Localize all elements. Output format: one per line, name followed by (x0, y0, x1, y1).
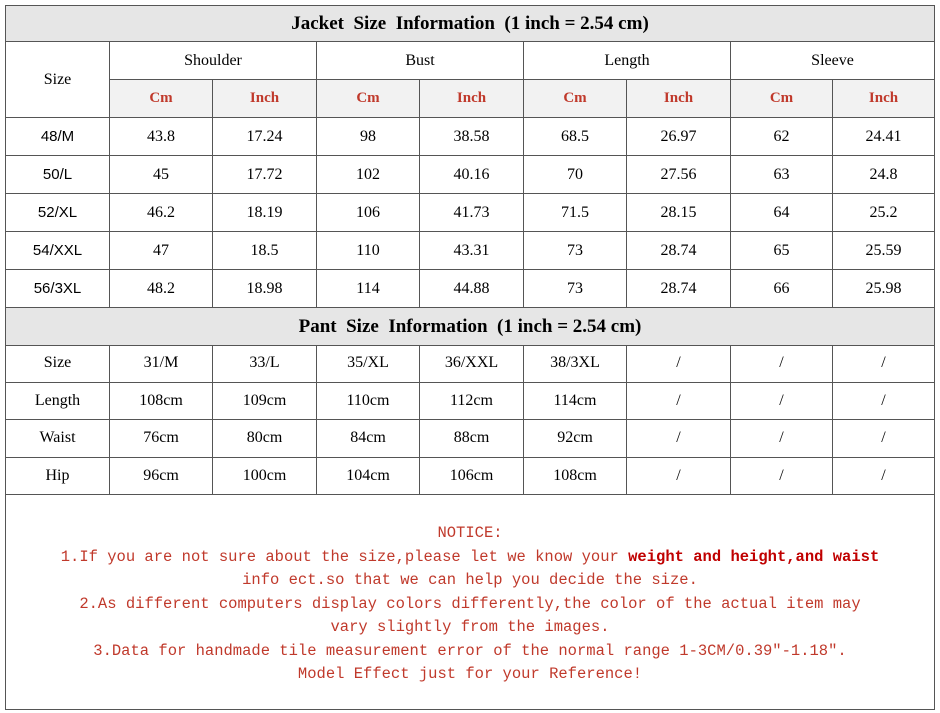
notice-line-3: 3.Data for handmade tile measurement error of the normal range 1-3CM/0.39"-1.18". (93, 641, 847, 660)
pant-cell: 112cm (420, 383, 524, 421)
jacket-cell: 28.74 (627, 232, 731, 270)
jacket-title: Jacket Size Information (1 inch = 2.54 cm) (291, 12, 649, 34)
jacket-row-size: 56/3XL (6, 270, 110, 308)
pant-cell: 35/XL (317, 345, 420, 383)
pant-cell: / (731, 345, 833, 383)
pant-cell: / (627, 345, 731, 383)
jacket-cell: 47 (110, 232, 213, 270)
jacket-cell: 26.97 (627, 118, 731, 156)
jacket-cell: 44.88 (420, 270, 524, 308)
pant-cell: 38/3XL (524, 345, 627, 383)
pant-cell: / (833, 458, 934, 496)
jacket-cell: 41.73 (420, 194, 524, 232)
pant-cell: / (833, 383, 934, 421)
pant-cell: / (833, 420, 934, 458)
jacket-unit-cm: Cm (317, 80, 420, 118)
pant-cell: 109cm (213, 383, 317, 421)
pant-cell: / (627, 420, 731, 458)
pant-row-label: Length (6, 383, 110, 421)
jacket-unit-cm: Cm (524, 80, 627, 118)
jacket-cell: 43.31 (420, 232, 524, 270)
jacket-cell: 28.15 (627, 194, 731, 232)
pant-cell: / (627, 458, 731, 496)
notice-line-3-cont: Model Effect just for your Reference! (297, 665, 643, 683)
pant-row-label: Hip (6, 458, 110, 496)
jacket-cell: 18.98 (213, 270, 317, 308)
jacket-cell: 25.2 (833, 194, 934, 232)
pant-cell: 106cm (420, 458, 524, 496)
pant-cell: 88cm (420, 420, 524, 458)
jacket-unit-cm: Cm (110, 80, 213, 118)
pant-cell: 36/XXL (420, 345, 524, 383)
jacket-cell: 65 (731, 232, 833, 270)
jacket-cell: 25.59 (833, 232, 934, 270)
jacket-cell: 64 (731, 194, 833, 232)
jacket-cell: 17.24 (213, 118, 317, 156)
jacket-cell: 70 (524, 156, 627, 194)
pant-row-label: Size (6, 345, 110, 383)
jacket-cell: 28.74 (627, 270, 731, 308)
jacket-cell: 68.5 (524, 118, 627, 156)
jacket-unit-inch: Inch (627, 80, 731, 118)
pant-cell: / (731, 458, 833, 496)
size-chart (5, 5, 935, 710)
jacket-cell: 106 (317, 194, 420, 232)
jacket-title-bar (6, 6, 934, 42)
jacket-cell: 62 (731, 118, 833, 156)
jacket-cell: 114 (317, 270, 420, 308)
pant-cell: 110cm (317, 383, 420, 421)
jacket-cell: 18.5 (213, 232, 317, 270)
jacket-cell: 27.56 (627, 156, 731, 194)
jacket-cell: 66 (731, 270, 833, 308)
jacket-row-size: 50/L (6, 156, 110, 194)
jacket-group-header-length: Length (524, 42, 731, 80)
pant-row-label: Waist (6, 420, 110, 458)
pant-cell: 76cm (110, 420, 213, 458)
notice-line-1: 1.If you are not sure about the size,please let we know your weight and height,and waist (60, 547, 880, 566)
jacket-cell: 102 (317, 156, 420, 194)
jacket-cell: 73 (524, 232, 627, 270)
jacket-cell: 43.8 (110, 118, 213, 156)
jacket-cell: 25.98 (833, 270, 934, 308)
notice-line-1-cont: info ect.so that we can help you decide the size. (242, 571, 698, 589)
jacket-group-header-sleeve: Sleeve (731, 42, 934, 80)
jacket-size-header: Size (6, 42, 110, 118)
jacket-cell: 17.72 (213, 156, 317, 194)
pant-cell: / (627, 383, 731, 421)
pant-cell: 108cm (524, 458, 627, 496)
jacket-cell: 63 (731, 156, 833, 194)
jacket-cell: 18.19 (213, 194, 317, 232)
jacket-unit-inch: Inch (420, 80, 524, 118)
pant-cell: 33/L (213, 345, 317, 383)
jacket-cell: 98 (317, 118, 420, 156)
pant-title: Pant Size Information (1 inch = 2.54 cm) (298, 315, 642, 337)
jacket-row-size: 48/M (6, 118, 110, 156)
jacket-cell: 40.16 (420, 156, 524, 194)
jacket-group-header-bust: Bust (317, 42, 524, 80)
jacket-group-header-shoulder: Shoulder (110, 42, 317, 80)
pant-title-bar (6, 307, 934, 346)
jacket-unit-inch: Inch (213, 80, 317, 118)
notice-line-2-cont: vary slightly from the images. (330, 618, 610, 636)
jacket-cell: 24.8 (833, 156, 934, 194)
jacket-cell: 73 (524, 270, 627, 308)
pant-cell: 104cm (317, 458, 420, 496)
notice-heading: NOTICE: (437, 524, 503, 542)
jacket-row-size: 52/XL (6, 194, 110, 232)
jacket-cell: 45 (110, 156, 213, 194)
pant-cell: / (731, 383, 833, 421)
pant-cell: 100cm (213, 458, 317, 496)
jacket-unit-inch: Inch (833, 80, 934, 118)
pant-cell: / (833, 345, 934, 383)
jacket-unit-cm: Cm (731, 80, 833, 118)
jacket-cell: 46.2 (110, 194, 213, 232)
notice-line-2: 2.As different computers display colors differently,the color of the actual item may (79, 594, 861, 613)
pant-cell: 92cm (524, 420, 627, 458)
pant-cell: 84cm (317, 420, 420, 458)
pant-cell: / (731, 420, 833, 458)
jacket-cell: 110 (317, 232, 420, 270)
pant-cell: 108cm (110, 383, 213, 421)
pant-cell: 114cm (524, 383, 627, 421)
pant-cell: 96cm (110, 458, 213, 496)
jacket-cell: 71.5 (524, 194, 627, 232)
pant-cell: 31/M (110, 345, 213, 383)
jacket-cell: 24.41 (833, 118, 934, 156)
pant-cell: 80cm (213, 420, 317, 458)
notice-section (6, 494, 934, 709)
jacket-cell: 38.58 (420, 118, 524, 156)
jacket-row-size: 54/XXL (6, 232, 110, 270)
jacket-cell: 48.2 (110, 270, 213, 308)
